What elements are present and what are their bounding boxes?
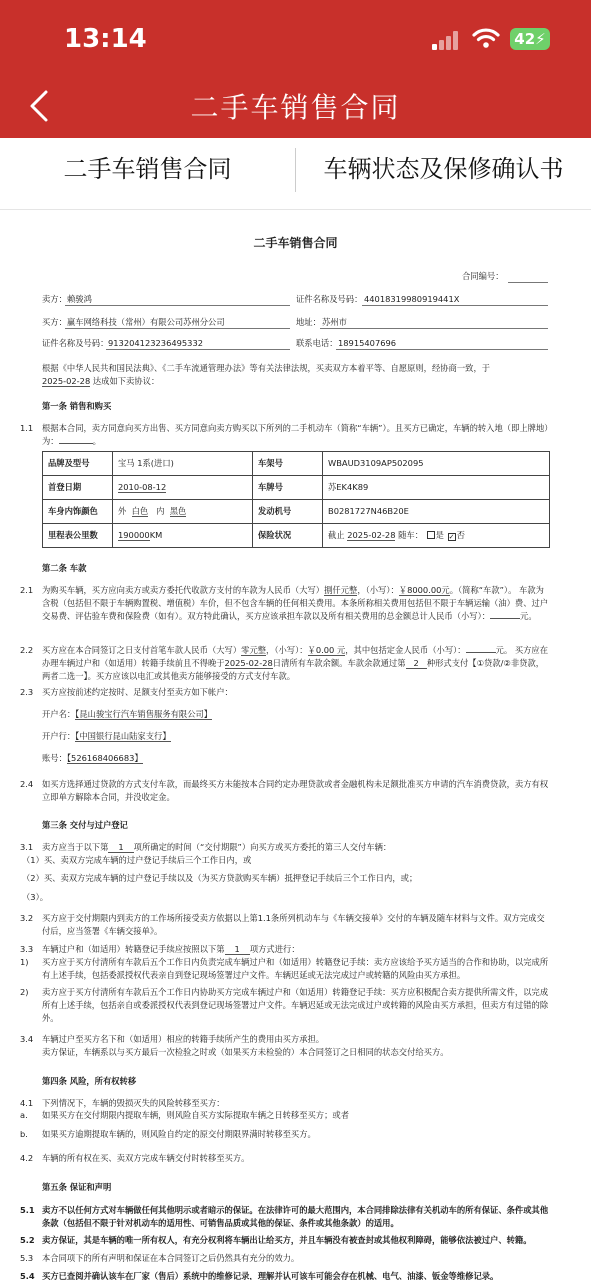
table-cell: 宝马 1系(进口) [113,452,253,476]
clause-4-1-a-number: a. [20,1110,28,1120]
clause-3-1: 卖方应当于以下第 1 项所确定的时间（“交付期限”）向买方或买方委托的第三人交付车辆： [42,842,392,852]
clause-3-1-item-3: （3）。 [22,892,49,902]
contract-title: 二手车销售合同 [253,236,338,250]
clause-5-3: 本合同项下的所有声明和保证在本合同签订之后仍然具有充分的效力。 [42,1253,300,1263]
address-label: 地址： [296,317,321,327]
article-2-title: 第二条 车款 [42,563,87,573]
table-cell: 车身内饰颜色 [43,500,113,524]
checked-checkbox-icon: ✓ [448,533,455,541]
address-value: 苏州市 [322,317,347,327]
clause-2-4: 如买方选择通过贷款的方式支付车款，而最终买方未能按本合同约定办理贷款或者金融机构未足额批准买方申请的汽车消费贷款，卖方有权立即单方解除本合同，并没收定金。 [42,779,549,802]
clause-3-4-number: 3.4 [20,1034,34,1044]
phone-value: 18915407696 [338,338,397,348]
table-cell: WBAUD3109AP502095 [323,452,550,476]
clause-3-3-2: 卖方应于买方付清所有车款后五个工作日内协助买方完成车辆过户和（如适用）转籍登记手续：买方应积极配合卖方提供所需文件，以完成所有上述手续，包括亲自或委派授权代表到登记现场签署过户文件。车辆迟延或无法完成过户或转籍的风险由买方承担，但卖方有过错的除外。 [42,987,549,1023]
clause-1-1: 根据本合同，卖方同意向买方出售、买方同意向卖方购买以下所列的二手机动车（简称“车辆”）。且买方已确定，车辆的转入地（即上牌地）为： 。 [42,423,549,446]
wifi-icon [472,27,500,49]
clause-4-1-b-number: b. [20,1129,28,1139]
table-cell: 车架号 [253,452,323,476]
clause-2-3-number: 2.3 [20,687,34,697]
status-time: 13:14 [64,24,147,54]
tab-bar [0,138,591,210]
article-3-title: 第三条 交付与过户登记 [42,820,128,830]
article-4-title: 第四条 风险，所有权转移 [42,1076,137,1086]
clause-3-1-item-1: （1）买、卖双方完成车辆的过户登记手续后三个工作日内，或 [22,855,252,865]
clause-5-2-number: 5.2 [20,1235,35,1245]
battery-icon: 42⚡ [510,28,550,50]
clause-3-3-number: 3.3 [20,944,34,954]
contract-no-label: 合同编号： [462,271,504,281]
buyer-label: 买方： [42,317,67,327]
table-cell: 外 白色 内 黑色 [113,500,253,524]
clause-4-2: 车辆的所有权在买、卖双方完成车辆交付时转移至买方。 [42,1153,250,1163]
table-cell: 品牌及型号 [43,452,113,476]
tab-vehicle-warranty[interactable]: 车辆状态及保修确认书 [323,155,564,183]
table-cell: B0281727N46B20E [323,500,550,524]
clause-2-4-number: 2.4 [20,779,34,789]
cellular-signal-icon [432,30,462,50]
clause-2-2: 买方应在本合同签订之日支付首笔车款人民币（大写）零元整，（小写）：￥0.00 元，其中包括定金人民币（小写）： 元。 买方应在办理车辆过户和（如适用）转籍手续前且不得晚于2025-02-28日清所有车款余额。车款余款通过第 2 种形式支付【①贷款/②非贷款，两者二选一】。买方应该以电汇或其他卖方能够接受的方式支付车款。 [42,645,549,681]
clause-5-1: 卖方不以任何方式对车辆做任何其他明示或者暗示的保证。在法律许可的最大范围内，本合同排除法律有关机动车的所有保证、条件或其他条款（包括但不限于针对机动车的适用性、可销售品质或其他的保证、条件或其他条款）的适用。 [42,1205,549,1228]
table-cell: 190000KM [113,524,253,548]
buyer-id-value: 913204123236495332 [108,338,204,348]
nav-bar [0,76,591,138]
article-1-title: 第一条 销售和购买 [42,401,112,411]
clause-2-3: 买方应按前述约定按时、足额支付至卖方如下帐户： [42,687,233,697]
buyer-value: 赢车网络科技（常州）有限公司苏州分公司 [67,317,225,327]
table-cell: 苏EK4K89 [323,476,550,500]
account-bank: 开户行：【中国银行昆山陆家支行】 [42,731,171,741]
contract-document[interactable] [0,210,591,1280]
status-bar [0,0,591,76]
clause-5-3-number: 5.3 [20,1253,34,1263]
table-cell: 里程表公里数 [43,524,113,548]
phone-label: 联系电话： [296,338,338,348]
clause-4-1: 下列情况下，车辆的毁损灭失的风险转移至买方： [42,1098,225,1108]
clause-3-3-2-number: 2) [20,987,29,997]
table-cell: 2010-08-12 [113,476,253,500]
clause-2-1: 为购买车辆，买方应向卖方或卖方委托代收款方支付的车款为人民币（大写）捌仟元整，（小写）：￥8000.00元。（简称“车款”）。 车款为含税（包括但不限于车辆购置税、增值税）车价，但不包含车辆的任何相关费用。本条所称相关费用包括但不限于车辆运输（油）费、过户交易费、评估验车费和保险费（如有）。双方特此确认，买方应该承担车款以及所有相关费用的总金额总计人民币（小写）： 元。 [42,585,549,621]
clause-2-1-number: 2.1 [20,585,34,595]
clause-3-3-1-number: 1) [20,957,29,967]
clause-3-1-item-2: （2）买、卖双方完成车辆的过户登记手续以及（为买方贷款购买车辆）抵押登记手续后三个工作日内，或； [22,873,418,883]
clause-4-1-number: 4.1 [20,1098,34,1108]
clause-3-1-number: 3.1 [20,842,34,852]
clause-5-2: 卖方保证，其是车辆的唯一所有权人，有充分权利将车辆出让给买方，并且车辆没有被查封或其他权利障碍，能够依法被过户、转籍。 [42,1235,532,1245]
table-cell: 首登日期 [43,476,113,500]
clause-5-4-number: 5.4 [20,1271,35,1280]
clause-3-3: 车辆过户和（如适用）转籍登记手续应按照以下第 1 项方式进行： [42,944,300,954]
buyer-id-label: 证件名称及号码： [42,338,109,348]
seller-value: 赖骏鸿 [67,294,92,304]
clause-2-2-number: 2.2 [20,645,34,655]
account-name: 开户名：【昆山骏宝行汽车销售服务有限公司】 [42,709,213,719]
vehicle-info-table [42,451,550,548]
table-cell: 车牌号 [253,476,323,500]
clause-3-4: 车辆过户至买方名下和（如适用）相应的转籍手续所产生的费用由买方承担。 卖方保证，车辆系以与买方最后一次检验之时或（如果买方未检验的）本合同签订之日相同的状态交付给买方。 [42,1034,449,1057]
clause-5-4: 买方已查阅并确认该车在厂家（售后）系统中的维修记录，理解并认可该车可能会存在机械、电气、油漆、钣金等维修记录。 [42,1271,499,1280]
preamble: 根据《中华人民共和国民法典》、《二手车流通管理办法》等有关法律法规，买卖双方本着平等、自愿原则，经协商一致，于 2025-02-28 达成如下卖协议： [42,363,491,386]
table-cell: 截止 2025-02-28 随车： 是 ✓ 否 [323,524,550,548]
article-5-title: 第五条 保证和声明 [42,1182,112,1192]
clause-3-3-1: 买方应于买方付清所有车款后五个工作日内负责完成车辆过户和（如适用）转籍登记手续：卖方应该给予买方适当的合作和协助，以完成所有上述手续，包括委派授权代表亲自到登记现场签署过户文件。车辆迟延或无法完成过户或转籍的风险由买方承担。 [42,957,549,980]
clause-1-1-number: 1.1 [20,423,34,433]
checkbox-icon [427,531,435,539]
account-number: 账号：【526168406683】 [42,753,143,763]
seller-id-label: 证件名称及号码： [296,294,363,304]
clause-4-1-b: 如果买方逾期提取车辆的，则风险自约定的原交付期限界满时转移至买方。 [42,1129,316,1139]
seller-label: 卖方： [42,294,67,304]
page-title: 二手车销售合同 [190,91,401,124]
table-cell: 保险状况 [253,524,323,548]
seller-id-value: 44018319980919441X [364,294,460,304]
clause-4-2-number: 4.2 [20,1153,34,1163]
clause-5-1-number: 5.1 [20,1205,35,1215]
tab-sales-contract[interactable]: 二手车销售合同 [63,155,232,183]
clause-3-2: 买方应于交付期限内到卖方的工作场所接受卖方依据以上第1.1条所列机动车与《车辆交接单》交付的车辆及随车材料与文件。双方完成交付后，应当签署《车辆交接单》。 [42,913,545,936]
clause-4-1-a: 如果买方在交付期限内提取车辆，则风险自买方实际提取车辆之日转移至买方；或者 [42,1110,349,1120]
table-cell: 发动机号 [253,500,323,524]
clause-3-2-number: 3.2 [20,913,34,923]
